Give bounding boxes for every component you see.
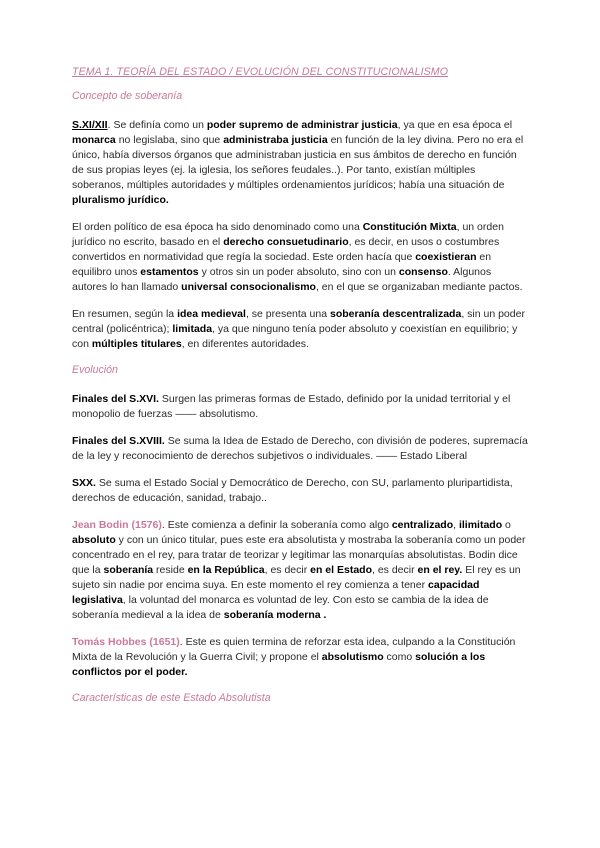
text-run: o [502,519,511,531]
bold-term: universal consocionalismo [181,281,316,293]
text-run: en función de la ley divina. Pero no era el único, había diversos órganos que administraban justicia en sus ámbitos de derecho en función de sus propias leyes (ej. la iglesia, los señores feudales..). Por tanto, existían múltiples soberanos, múltiples autoridades y múltiples ordenamientos jurídicos; había una situación de [72,134,524,191]
text-run: . Algunos autores lo han llamado [72,266,492,293]
bold-term: SXX. [72,477,96,489]
section-heading-soberania: Concepto de soberanía [72,90,183,102]
bold-term: centralizado [391,519,454,531]
bold-term: ilimitado [458,519,503,531]
bold-term: soberanía [103,564,154,576]
paragraph-resumen [72,307,528,352]
text-run: . Se definía como un [107,119,207,131]
text-run: . Este comienza a definir la soberanía como algo [161,519,392,531]
text-run: , ya que en esa época el [397,119,513,131]
text-run: , se presenta una [245,308,330,320]
bold-term: solución a los conflictos por el poder. [72,651,486,678]
text-run: , la voluntad del monarca es voluntad de ley. Con esto se cambia de la idea de soberanía medieval a la idea de [72,594,489,621]
text-run: no legislaba, sino que [115,134,224,146]
text-run: El rey es un sujeto sin nadie por encima suya. En este momento el rey comienza a tener [72,564,521,591]
bold-term: capacidad legislativa [72,579,480,606]
paragraph-finales-sxvi [72,392,528,422]
author-name: Tomás Hobbes (1651) [72,636,180,648]
paragraph-constitucion-mixta [72,220,528,295]
text-run: y otros sin un poder absoluto, sino con un [198,266,399,278]
bold-term: idea medieval [177,308,246,320]
text-run: , sin un poder central (policéntrica); [72,308,525,335]
paragraph-sxx [72,476,528,506]
text-run: En resumen, según la [72,308,178,320]
document-title: TEMA 1. TEORÍA DEL ESTADO / EVOLUCIÓN DEL CONSTITUCIONALISMO [72,66,449,78]
paragraph-finales-sxviii [72,434,528,464]
bold-term: múltiples titulares [91,338,182,350]
text-run: , en el que se organizaban mediante pactos. [315,281,523,293]
text-run: como [383,651,416,663]
paragraph-jean-bodin [72,518,528,623]
bold-term: en la República [187,564,265,576]
text-run: en equilibro unos [72,251,492,278]
bold-term: absolutismo [321,651,384,663]
bold-term: derecho consuetudinario [223,236,349,248]
bold-term: consenso [398,266,448,278]
text-run: , [453,519,459,531]
text-run: , es decir [264,564,311,576]
bold-term: limitada [172,323,213,335]
bold-term: pluralismo jurídico. [72,194,169,206]
bold-term: Finales del S.XVIII. [72,435,165,447]
bold-term: administraba justicia [223,134,328,146]
bold-term: en el Estado [310,564,372,576]
bold-term: coexistieran [415,251,477,263]
text-run: , un orden jurídico no escrito, basado en el [72,221,504,248]
bold-term: Finales del S.XVI. [72,393,159,405]
bold-term: absoluto [72,534,116,546]
section-heading-caracteristicas: Características de este Estado Absolutista [72,692,271,704]
paragraph-tomas-hobbes [72,635,528,680]
text-run: Surgen las primeras formas de Estado, definido por la unidad territorial y el monopolio de fuerzas —— absolutismo. [72,393,511,420]
text-run: , es decir, en usos o costumbres convertidos en normatividad que regía la sociedad. Este orden hacía que [72,236,500,263]
bold-term: estamentos [140,266,199,278]
text-run: , ya que ninguno tenía poder absoluto y coexistían en equilibrio; y con [72,323,518,350]
bold-term: en el rey. [417,564,463,576]
author-name: Jean Bodin (1576) [72,519,162,531]
text-run: y con un único titular, pues este era absolutista y mostraba la soberanía como un poder concentrado en el rey, para tratar de teorizar y legitimar las monarquías absolutistas. Bodin dice que la [72,534,526,576]
text-run: Se suma la Idea de Estado de Derecho, con división de poderes, supremacía de la ley y reconocimiento de derechos subjetivos o individuales. —— Estado Liberal [72,435,528,462]
bold-term: S.XI/XII [72,119,108,131]
bold-term: soberanía moderna . [223,609,327,621]
text-run: reside [153,564,188,576]
bold-term: Constitución Mixta [362,221,457,233]
bold-term: poder supremo de administrar justicia [206,119,398,131]
paragraph-sxi-sxii [72,118,528,208]
bold-term: monarca [72,134,116,146]
section-heading-evolucion: Evolución [72,364,118,376]
text-run: . Este es quien termina de reforzar esta idea, culpando a la Constitución Mixta de la Revolución y la Guerra Civil; y propone el [72,636,516,663]
text-run: El orden político de esa época ha sido denominado como una [72,221,363,233]
text-run: , en diferentes autoridades. [181,338,309,350]
bold-term: soberanía descentralizada [330,308,462,320]
text-run: , es decir [372,564,418,576]
text-run: Se suma el Estado Social y Democrático de Derecho, con SU, parlamento pluripartidista, derechos de educación, sanidad, trabajo.. [72,477,513,504]
